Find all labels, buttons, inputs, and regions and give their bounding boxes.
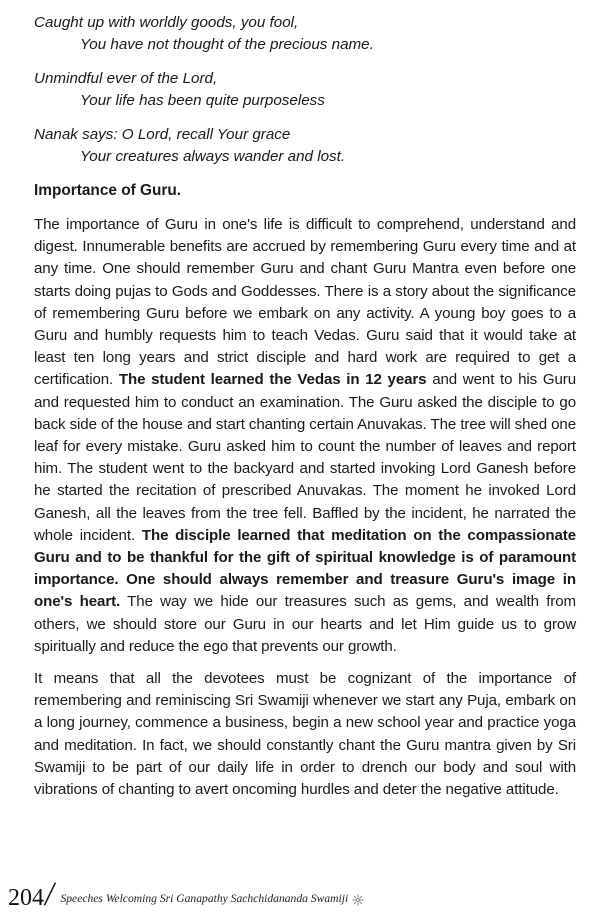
verse-stanza [34,68,576,112]
paragraph-text: The way we hide our treasures such as gems, and wealth from others, we should store our Guru in our hearts and let Him guide us to grow spiritually and reduce the ego that prevents our growth. [34,593,576,655]
running-title: Speeches Welcoming Sri Ganapathy Sachchidananda Swamiji [60,892,349,905]
page-content [34,12,576,811]
verse-line: Your creatures always wander and lost. [80,148,346,165]
paragraph-text: The importance of Guru in one's life is difficult to comprehend, understand and digest. Innumerable benefits are accrued by remembering Guru every time and at any time. One should remember Guru and chant Guru Mantra even before one starts doing pujas to Gods and Goddesses. There is a story about the significance of remembering Guru before we embark on any activity. A young boy goes to a Guru and humbly requests him to teach Vedas. Guru said that it would take at least ten long years and strict disciple and hard work are required to get a certification. [34,216,576,389]
paragraph-text: and went to his Guru and requested him to conduct an examination. The Guru asked the disciple to go back side of the house and start chanting certain Anuvakas. The tree will shed one leaf for every mistake. Guru asked him to count the number of leaves and report him. The student went to the backyard and started invoking Lord Ganesh before he started the recitation of prescribed Anuvakas. The moment he invoked Lord Ganesh, all the leaves from the tree fell. Baffled by the incident, he narrated the whole incident. [34,371,576,544]
verse-line: Caught up with worldly goods, you fool, [34,14,299,31]
bold-text: The student learned the Vedas in 12 years [118,371,427,389]
footer-slash: / [42,876,58,913]
verse-line: Unmindful ever of the Lord, [34,70,218,87]
verse-line: Your life has been quite purposeless [80,92,325,109]
verse-line: Nanak says: O Lord, recall Your grace [34,126,291,143]
section-heading: Importance of Guru. [34,182,182,199]
body-paragraph [34,214,576,658]
body-paragraph: It means that all the devotees must be cognizant of the importance of remembering and reminiscing Sri Swamiji whenever we start any Puja, embark on a long journey, commence a business, begin a new school year and practice yoga and meditation. In fact, we should constantly chant the Guru mantra given by Sri Swamiji to be part of our daily life in order to drench our body and soul with vibrations of chanting to avert oncoming hurdles and deter the negative attitude. [34,670,576,799]
page-footer [8,876,588,913]
bold-text: The disciple learned that meditation on the compassionate Guru and to be thankful for the gift of spiritual knowledge is of paramount importance. One should always remember and treasure Guru's image in one's heart. [34,526,576,611]
verse-stanza [34,12,576,56]
page-number: 204 [8,885,44,911]
verse-stanza [34,124,576,168]
flower-icon [352,893,364,905]
verse-line: You have not thought of the precious name. [80,36,374,53]
